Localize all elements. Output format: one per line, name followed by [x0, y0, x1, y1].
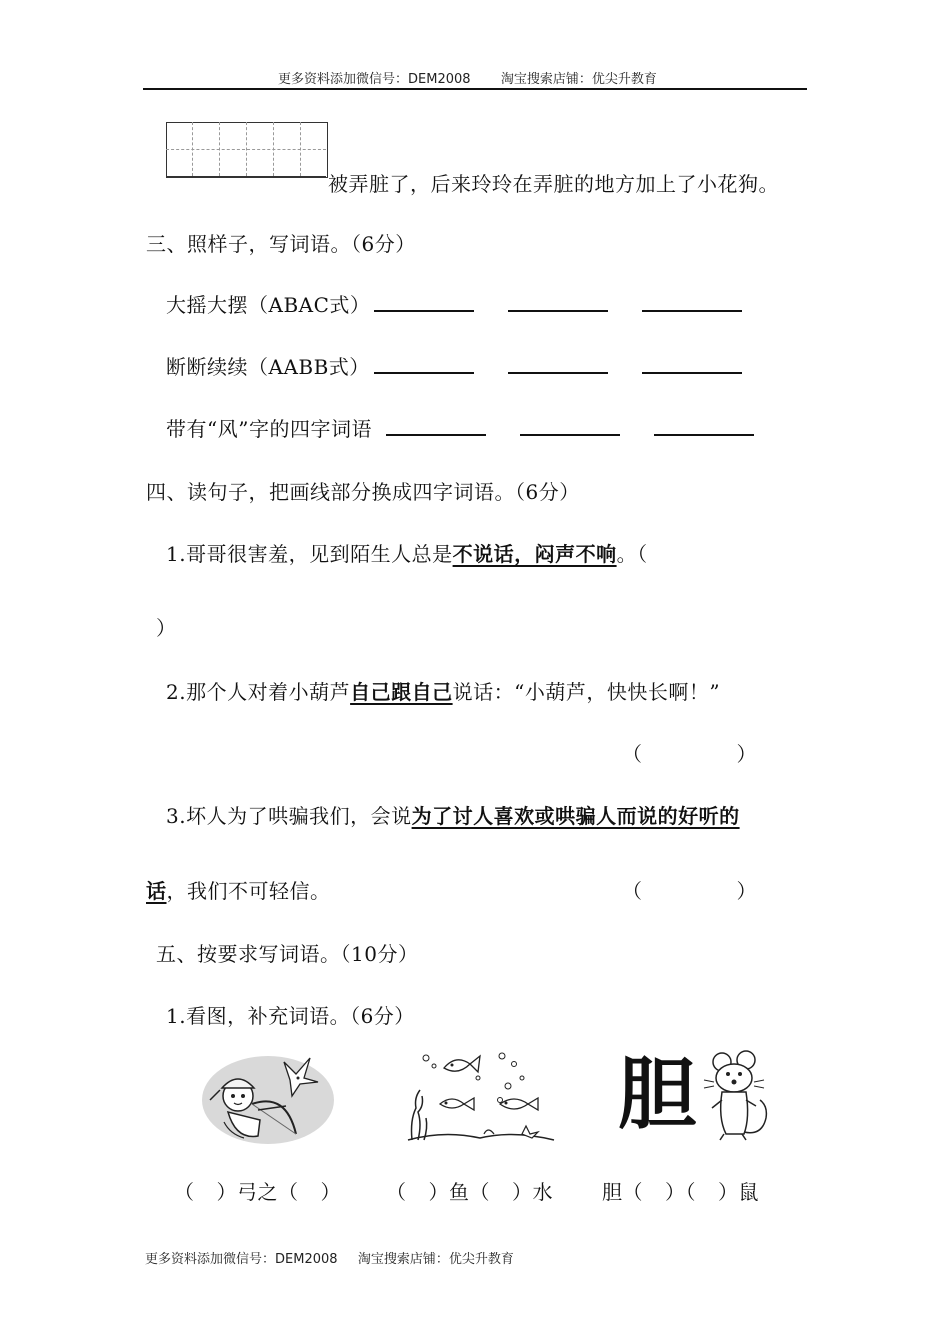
row-label: 断断续续（AABB式） [166, 355, 370, 379]
section3-row-2 [166, 351, 742, 380]
q3-underlined-cont: 话 [146, 879, 167, 903]
mouse-picture [700, 1048, 774, 1144]
q1-underlined: 不说话，闷声不响 [452, 542, 617, 566]
q2-after: 说话：“小葫芦，快快长啊！” [452, 680, 721, 704]
fish-water-picture [404, 1048, 556, 1144]
archer-bird-picture [200, 1048, 338, 1146]
section5-title: 五、按要求写词语。（10分） [156, 942, 419, 966]
answer-blank[interactable] [508, 354, 608, 374]
section4-q3 [166, 800, 740, 829]
picture-char: 胆 [618, 1050, 697, 1140]
section3-title: 三、照样子，写词语。（6分） [146, 232, 416, 256]
q2-text: 2.那个人对着小葫芦 [166, 680, 351, 704]
section4-title: 四、读句子，把画线部分换成四字词语。（6分） [146, 480, 580, 504]
answer-blank[interactable] [520, 416, 620, 436]
header-wechat: 更多资料添加微信号：DEM2008 [278, 72, 471, 87]
answer-blank[interactable] [508, 292, 608, 312]
header-rule [143, 88, 807, 90]
footer-wechat: 更多资料添加微信号：DEM2008 [145, 1252, 338, 1267]
q1-text: 1.哥哥很害羞，见到陌生人总是 [166, 542, 453, 566]
picture-answer-2[interactable]: （ ）鱼（ ）水 [386, 1180, 553, 1204]
answer-blank[interactable] [642, 354, 742, 374]
q3-text: 3.坏人为了哄骗我们，会说 [166, 804, 412, 828]
section4-q3-cont [146, 875, 331, 904]
picture-answer-1[interactable]: （ ）弓之（ ） [174, 1180, 341, 1204]
q3-underlined: 为了讨人喜欢或哄骗人而说的好听的 [411, 804, 740, 828]
row-label: 大摇大摆（ABAC式） [166, 293, 371, 317]
intro-sentence: 被弄脏了，后来玲玲在弄脏的地方加上了小花狗。 [328, 172, 779, 196]
q3-after: ，我们不可轻信。 [166, 879, 331, 903]
footer-shop: 淘宝搜索店铺：优尖升教育 [357, 1252, 514, 1267]
q1-close-paren: ） [156, 616, 177, 640]
q2-answer-paren[interactable]: （ ） [622, 742, 757, 766]
answer-blank[interactable] [654, 416, 754, 436]
q1-after: 。（ [616, 542, 648, 566]
section3-row-1 [166, 289, 742, 318]
answer-blank[interactable] [642, 292, 742, 312]
answer-blank[interactable] [386, 416, 486, 436]
header [278, 68, 657, 87]
section4-q1 [166, 538, 648, 567]
q3-answer-paren[interactable]: （ ） [622, 879, 757, 903]
footer [145, 1248, 514, 1267]
picture-answer-3[interactable]: 胆（ ）（ ）鼠 [602, 1180, 759, 1204]
row-label: 带有“风”字的四字词语 [166, 417, 372, 441]
section5-sub1: 1.看图，补充词语。（6分） [166, 1004, 415, 1028]
section4-q2 [166, 676, 720, 705]
q2-underlined: 自己跟自己 [350, 680, 453, 704]
answer-blank[interactable] [374, 354, 474, 374]
header-shop: 淘宝搜索店铺：优尖升教育 [500, 72, 657, 87]
answer-blank[interactable] [374, 292, 474, 312]
section3-row-3 [166, 413, 754, 442]
